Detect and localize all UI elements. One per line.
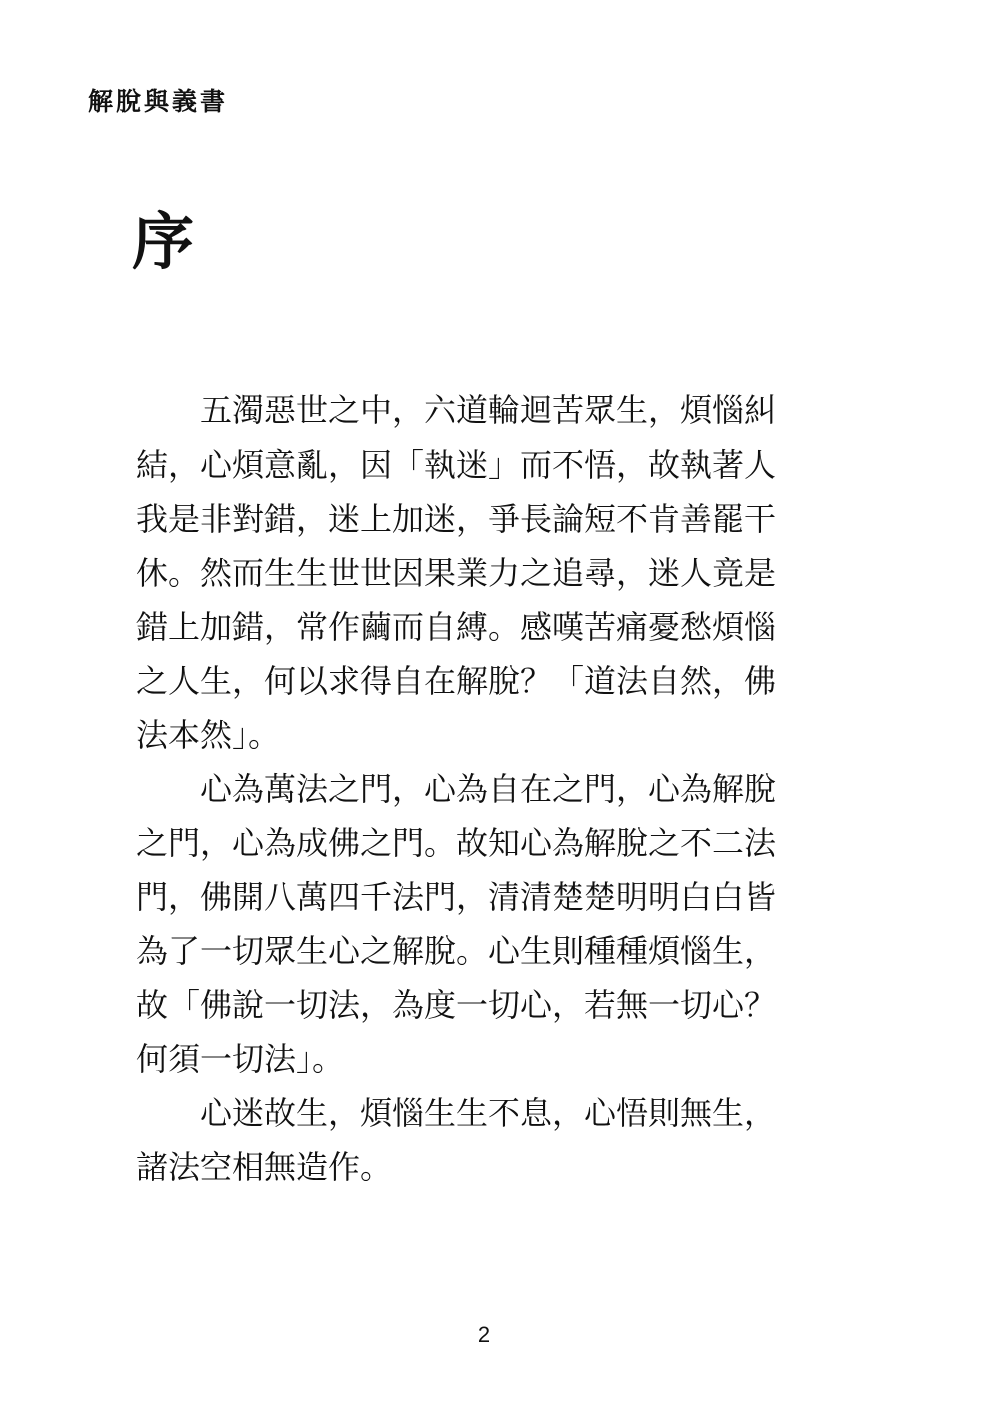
body-line: 休。然而生生世世因果業力之追尋，迷人竟是 bbox=[136, 554, 777, 592]
body-line: 故「佛說一切法，為度一切心，若無一切心？ bbox=[136, 986, 777, 1024]
body-line: 我是非對錯，迷上加迷，爭長論短不肯善罷干 bbox=[136, 500, 777, 538]
body-line: 之人生，何以求得自在解脫？「道法自然，佛 bbox=[136, 662, 777, 700]
chapter-title: 序 bbox=[132, 205, 195, 278]
body-line: 為了一切眾生心之解脫。心生則種種煩惱生， bbox=[136, 932, 777, 970]
body-line: 結，心煩意亂，因「執迷」而不悟，故執著人 bbox=[136, 446, 777, 484]
body-line: 心迷故生，煩惱生生不息，心悟則無生， bbox=[136, 1094, 777, 1132]
body-line: 諸法空相無造作。 bbox=[136, 1148, 393, 1186]
body-line: 五濁惡世之中，六道輪迴苦眾生，煩惱糾 bbox=[136, 391, 777, 429]
body-line: 錯上加錯，常作繭而自縛。感嘆苦痛憂愁煩惱 bbox=[136, 608, 777, 646]
body-line: 門，佛開八萬四千法門，清清楚楚明明白白皆 bbox=[136, 878, 777, 916]
body-line: 何須一切法」。 bbox=[136, 1040, 345, 1078]
body-line: 之門，心為成佛之門。故知心為解脫之不二法 bbox=[136, 824, 777, 862]
running-header: 解脫與義書 bbox=[88, 87, 229, 116]
body-line: 心為萬法之門，心為自在之門，心為解脫 bbox=[136, 770, 777, 808]
page-number: 2 bbox=[477, 1322, 491, 1347]
body-line: 法本然」。 bbox=[136, 716, 281, 754]
